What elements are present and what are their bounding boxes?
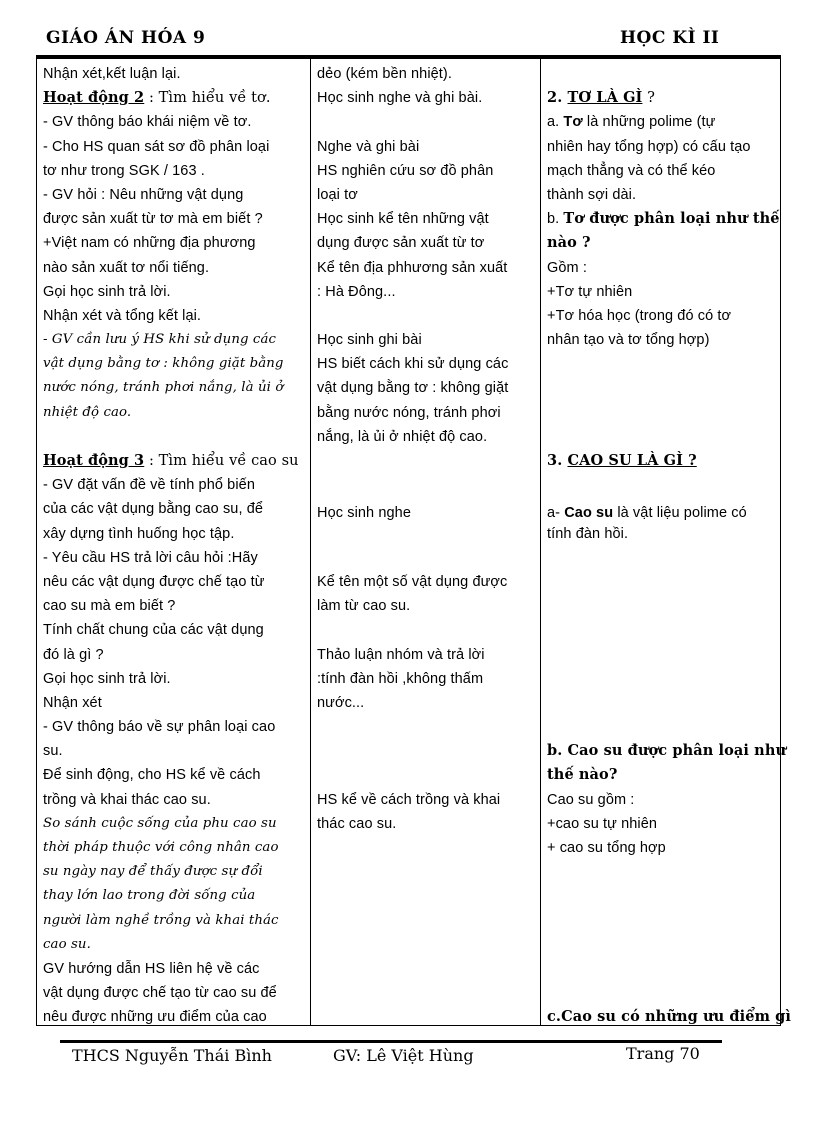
italic-note-line: nước nóng, tránh phơi nắng, là ủi ở: [43, 380, 284, 396]
text-line: GV hướng dẫn HS liên hệ về các: [43, 960, 260, 977]
text-line: dụng được sản xuất từ tơ: [317, 235, 485, 252]
text-line: xây dựng tình huống học tập.: [43, 525, 235, 542]
italic-note-line: người làm nghề trồng và khai thác: [43, 912, 279, 928]
text-line: Gọi học sinh trả lời.: [43, 670, 171, 687]
activity-3-heading: Hoạt động 3 : Tìm hiểu về cao su: [43, 452, 299, 469]
italic-note-line: vật dụng bằng tơ : không giặt bằng: [43, 356, 284, 372]
text-line: tính đàn hồi.: [547, 525, 629, 542]
text-line: +Việt nam có những địa phương: [43, 235, 256, 252]
blank-line: [317, 739, 540, 763]
text-line: đó là gì ?: [43, 646, 104, 663]
text-line: vật dụng được chế tạo từ cao su để: [43, 985, 277, 1002]
blank-line: [317, 522, 540, 546]
blank-line: [317, 618, 540, 642]
text-line: thác cao su.: [317, 815, 397, 832]
section-3-title: 3. CAO SU LÀ GÌ ?: [547, 452, 697, 469]
blank-line: [317, 546, 540, 570]
text-line: nào ?: [547, 234, 591, 252]
blank-line: [547, 546, 782, 570]
text-line: Nhận xét,kết luận lại.: [43, 66, 181, 82]
footer-teacher: GV: Lê Việt Hùng: [333, 1046, 474, 1065]
text-line: b. Tơ được phân loại như thế: [547, 210, 780, 228]
text-line: Nghe và ghi bài: [317, 138, 420, 155]
blank-line: [547, 570, 782, 594]
italic-note-line: thay lớn lao trong đời sống của: [43, 888, 256, 904]
text-line: :tính đàn hồi ,không thấm: [317, 670, 484, 687]
text-line: Học sinh ghi bài: [317, 332, 422, 349]
header-term: HỌC KÌ II: [620, 28, 720, 48]
text-line: nêu được những ưu điểm của cao: [43, 1009, 267, 1026]
blank-line: [547, 909, 782, 933]
blank-line: [317, 763, 540, 787]
student-activity-column: [311, 59, 541, 1025]
blank-line: [547, 884, 782, 908]
text-line: Cao su gồm :: [547, 791, 635, 808]
text-line: Gọi học sinh trả lời.: [43, 283, 171, 300]
blank-line: [547, 473, 782, 497]
blank-line: [547, 62, 782, 86]
section-2-title: 2. TƠ LÀ GÌ ?: [547, 89, 656, 107]
text-line: HS kể về cách trồng và khai: [317, 791, 501, 808]
italic-note-line: So sánh cuộc sống của phu cao su: [43, 815, 277, 831]
text-line: được sản xuất từ tơ mà em biết ?: [43, 211, 263, 228]
footer-divider: [60, 1040, 722, 1043]
text-line: Học sinh nghe và ghi bài.: [317, 90, 483, 107]
italic-note-line: nhiệt độ cao.: [43, 404, 132, 420]
text-line: Nhận xét: [43, 694, 102, 711]
text-line: su.: [43, 743, 63, 760]
text-line: - GV hỏi : Nêu những vật dụng: [43, 186, 244, 203]
blank-line: [547, 401, 782, 425]
text-line: trồng và khai thác cao su.: [43, 791, 211, 808]
text-line: tơ như trong SGK / 163 .: [43, 162, 205, 179]
text-line: làm từ cao su.: [317, 598, 411, 615]
blank-line: [547, 981, 782, 1005]
text-line: a- Cao su là vật liệu polime có: [547, 505, 747, 522]
footer-school: THCS Nguyễn Thái Bình: [72, 1046, 272, 1065]
text-line: của các vật dụng bằng cao su, để: [43, 501, 264, 518]
blank-line: [547, 425, 782, 449]
blank-line: [547, 667, 782, 691]
text-line: nắng, là ủi ở nhiệt độ cao.: [317, 428, 488, 445]
text-line: mạch thẳng và có thể kéo: [547, 162, 716, 179]
text-line: - Yêu cầu HS trả lời câu hỏi :Hãy: [43, 549, 258, 566]
text-line: thế nào?: [547, 766, 618, 784]
text-line: Thảo luận nhóm và trả lời: [317, 646, 485, 663]
text-line: - GV thông báo về sự phân loại cao: [43, 719, 276, 736]
footer-page-number: Trang 70: [626, 1044, 700, 1063]
text-line: b. Cao su được phân loại như: [547, 742, 787, 760]
italic-note-line: su ngày nay để thấy được sự đổi: [43, 864, 263, 880]
blank-line: [547, 376, 782, 400]
text-line: Học sinh nghe: [317, 505, 411, 522]
blank-line: [547, 643, 782, 667]
text-line: nhiên hay tổng hợp) có cấu tạo: [547, 138, 751, 155]
blank-line: [317, 715, 540, 739]
text-line: Để sinh động, cho HS kể về cách: [43, 767, 261, 784]
text-line: HS nghiên cứu sơ đồ phân: [317, 162, 494, 179]
text-line: vật dụng bằng tơ : không giặt: [317, 380, 509, 397]
blank-line: [547, 352, 782, 376]
italic-note-line: - GV cần lưu ý HS khi sử dụng các: [43, 332, 277, 348]
italic-note-line: thời pháp thuộc với công nhân cao: [43, 840, 279, 855]
text-line: Gồm :: [547, 259, 587, 276]
blank-line: [547, 618, 782, 642]
text-line: - Cho HS quan sát sơ đồ phân loại: [43, 138, 270, 155]
content-column: [541, 59, 792, 1026]
text-line: Kể tên địa phhương sản xuất: [317, 259, 508, 276]
lesson-table: [36, 58, 792, 1026]
text-line: nhân tạo và tơ tổng hợp): [547, 332, 710, 349]
blank-line: [317, 449, 540, 473]
blank-line: [317, 110, 540, 134]
blank-line: [547, 860, 782, 884]
text-line: nước...: [317, 694, 365, 711]
italic-note-line: cao su.: [43, 936, 91, 952]
text-line: nêu các vật dụng được chế tạo từ: [43, 573, 265, 590]
header-subject: GIÁO ÁN HÓA 9: [46, 28, 206, 48]
text-line: +cao su tự nhiên: [547, 815, 658, 832]
blank-line: [547, 933, 782, 957]
text-line: loại tơ: [317, 186, 358, 203]
text-line: cao su mà em biết ?: [43, 598, 176, 615]
text-line: HS biết cách khi sử dụng các: [317, 356, 509, 373]
text-line: Kể tên một số vật dụng được: [317, 573, 508, 590]
blank-line: [547, 957, 782, 981]
blank-line: [547, 715, 782, 739]
text-line: - GV đặt vấn đề về tính phổ biến: [43, 477, 255, 494]
text-line: Nhận xét và tổng kết lại.: [43, 307, 202, 324]
activity-2-heading: Hoạt động 2 : Tìm hiểu về tơ.: [43, 89, 271, 107]
text-line: : Hà Đông...: [317, 283, 396, 300]
text-line: + cao su tổng hợp: [547, 840, 666, 856]
text-line: bằng nước nóng, tránh phơi: [317, 404, 501, 421]
blank-line: [317, 304, 540, 328]
text-line: thành sợi dài.: [547, 186, 637, 203]
text-line: Học sinh kể tên những vật: [317, 211, 489, 228]
blank-line: [547, 594, 782, 618]
text-line: nào sản xuất tơ nổi tiếng.: [43, 259, 210, 276]
text-line: dẻo (kém bền nhiệt).: [317, 66, 452, 82]
text-line: +Tơ tự nhiên: [547, 283, 633, 300]
blank-line: [547, 691, 782, 715]
text-line: +Tơ hóa học (trong đó có tơ: [547, 307, 732, 324]
text-line: c.Cao su có những ưu điểm gì: [547, 1008, 792, 1026]
text-line: Tính chất chung của các vật dụng: [43, 622, 264, 639]
text-line: a. Tơ là những polime (tự: [547, 114, 716, 131]
blank-line: [317, 473, 540, 497]
blank-line: [43, 425, 310, 449]
teacher-activity-column: [37, 59, 311, 1025]
text-line: - GV thông báo khái niệm về tơ.: [43, 114, 252, 131]
